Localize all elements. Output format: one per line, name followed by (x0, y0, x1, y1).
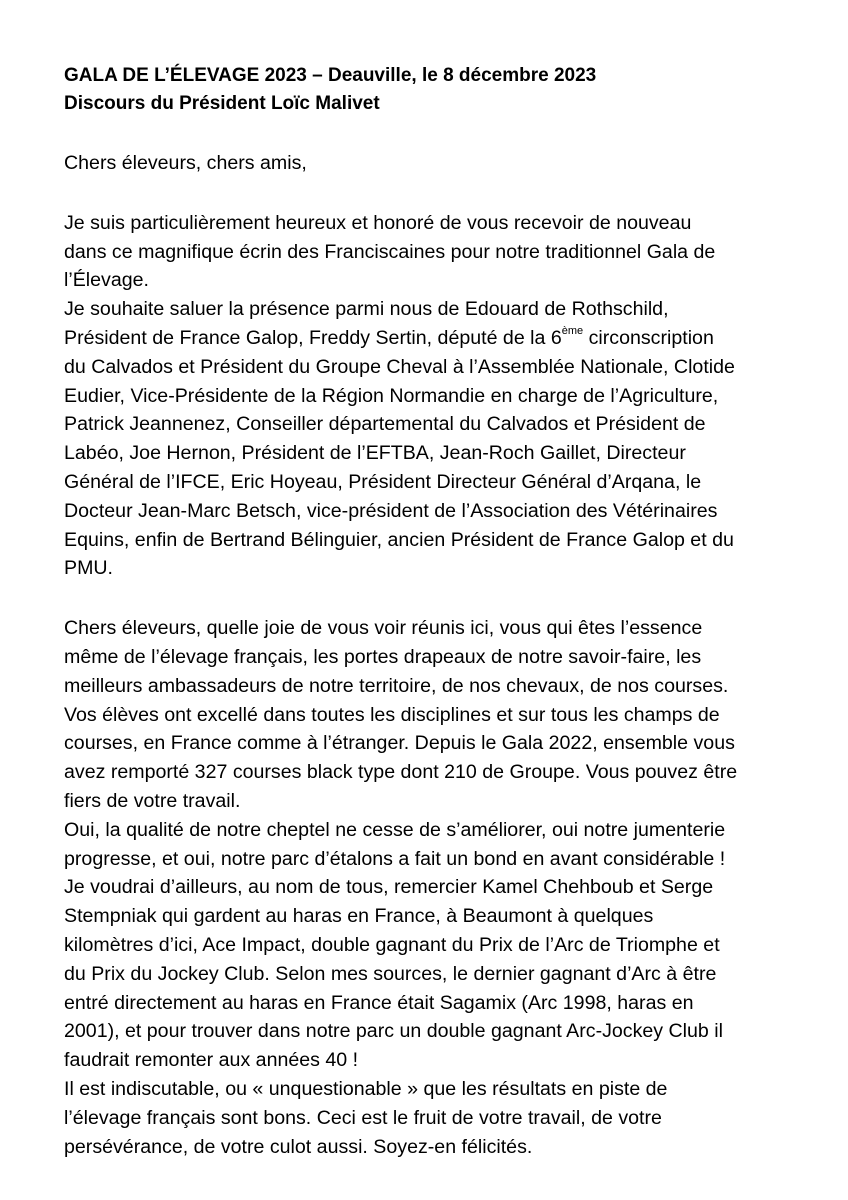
document-subtitle: Discours du Président Loïc Malivet (64, 93, 380, 114)
paragraph-guests (64, 295, 804, 583)
greeting: Chers éleveurs, chers amis, (64, 152, 307, 174)
paragraph-welcome: Je suis particulièrement heureux et honoré de vous recevoir de nouveau dans ce magnifique écrin des Franciscaines pour notre traditionnel Gala de l’Élevage. (64, 211, 716, 292)
paragraph-guests-part2: circonscription du Calvados et Président du Groupe Cheval à l’Assemblée Nationale, Clotide Eudier, Vice-Présidente de la Région Normandie en charge de l’Agriculture, Patrick Jeannenez, Conseiller départemental du Calvados et Président de Labéo, Joe Hernon, Président de l’EFTBA, Jean-Roch Gaillet, Directeur Général de l’IFCE, Eric Hoyeau, Président Directeur Général d’Arqana, le Docteur Jean-Marc Betsch, vice-président de l’Association des Vétérinaires Equins, enfin de Bertrand Bélinguier, ancien Président de France Galop et du PMU. (64, 326, 735, 580)
document-title: GALA DE L’ÉLEVAGE 2023 – Deauville, le 8 décembre 2023 (64, 65, 597, 86)
document-page (64, 62, 804, 1161)
document-header (64, 62, 804, 118)
paragraph-quality: Oui, la qualité de notre cheptel ne cesse de s’améliorer, oui notre jumenterie progresse, et oui, notre parc d’étalons a fait un bond en avant considérable ! Je voudrai d’ailleurs, au nom de tous, remercier Kamel Chehboub et Serge Stempniak qui gardent au haras en France, à Beaumont à quelques kilomètres d’ici, Ace Impact, double gagnant du Prix de l’Arc de Triomphe et du Prix du Jockey Club. Selon mes sources, le dernier gagnant d’Arc à être entré directement au haras en France était Sagamix (Arc 1998, haras en 2001), et pour trouver dans notre parc un double gagnant Arc-Jockey Club il faudrait remonter aux années 40 ! (64, 818, 726, 1072)
paragraph-results: Il est indiscutable, ou « unquestionable » que les résultats en piste de l’élevage français sont bons. Ceci est le fruit de votre travail, de votre persévérance, de votre culot aussi. Soyez-en félicités. (64, 1077, 668, 1158)
paragraph-guests-part1: Je souhaite saluer la présence parmi nous de Edouard de Rothschild, Président de France Galop, Freddy Sertin, député de la 6 (64, 298, 669, 349)
ordinal-superscript: ème (561, 325, 584, 338)
paragraph-breeders: Chers éleveurs, quelle joie de vous voir réunis ici, vous qui êtes l’essence même de l’élevage français, les portes drapeaux de notre savoir-faire, les meilleurs ambassadeurs de notre territoire, de nos chevaux, de nos courses. Vos élèves ont excellé dans toutes les disciplines et sur tous les champs de courses, en France comme à l’étranger. Depuis le Gala 2022, ensemble vous avez remporté 327 courses black type dont 210 de Groupe. Vous pouvez être fiers de votre travail. (64, 617, 738, 812)
